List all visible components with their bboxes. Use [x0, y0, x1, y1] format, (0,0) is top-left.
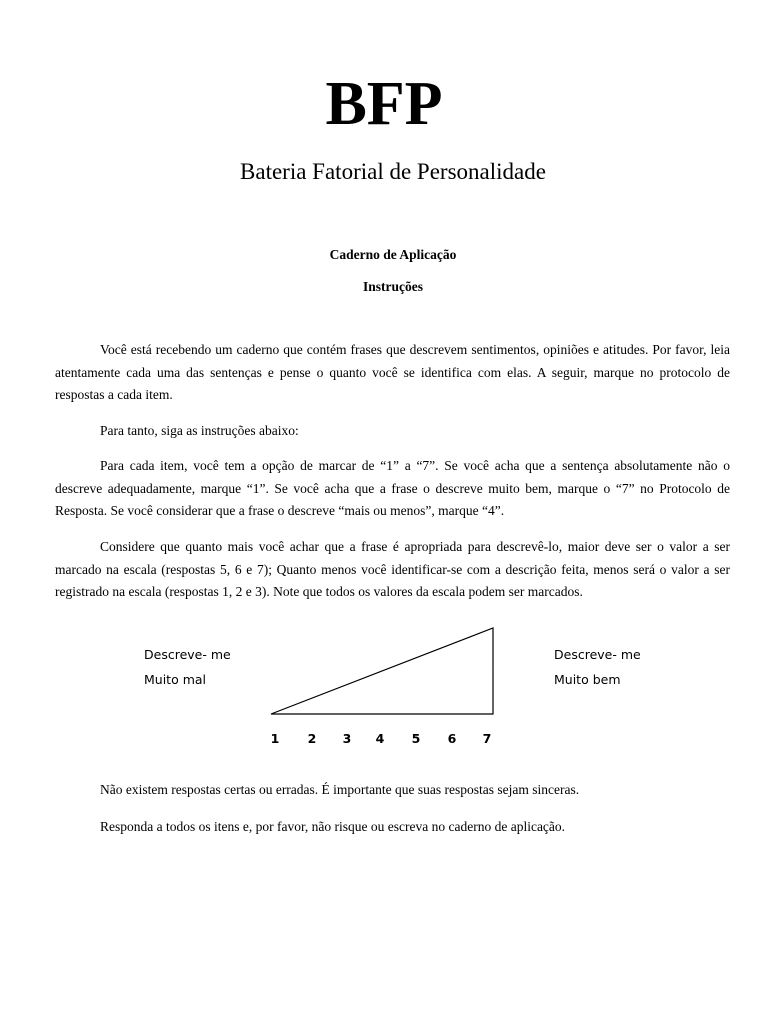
scale-right-label-line1: Descreve- me	[554, 647, 641, 662]
section-heading: Caderno de Aplicação	[329, 247, 457, 262]
scale-number: 1	[270, 731, 280, 746]
scale-number: 7	[482, 731, 492, 746]
scale-left-label-line2: Muito mal	[144, 672, 207, 687]
scale-number: 6	[447, 731, 457, 746]
scale-right-label-line2: Muito bem	[554, 672, 621, 687]
paragraph-no-right-answers: Não existem respostas certas ou erradas. É importante que suas respostas sejam sinceras.	[100, 782, 580, 797]
paragraph-scale-guidance: Considere que quanto mais você achar que a frase é apropriada para descrevê-lo, maior deve ser o valor a ser marcado na escala (respostas 5, 6 e 7); Quanto menos você identificar-se com a descrição feita, menos será o valor a ser registrado na escala (respostas 1, 2 e 3). Note que todos os valores da escala podem ser marcados.	[55, 539, 730, 599]
scale-number: 2	[307, 731, 317, 746]
scale-left-label-line1: Descreve- me	[144, 647, 231, 662]
paragraph-respond-all: Responda a todos os itens e, por favor, não risque ou escreva no caderno de aplicação.	[100, 819, 566, 834]
scale-number: 4	[375, 731, 385, 746]
paragraph-scale-explanation: Para cada item, você tem a opção de marcar de “1” a “7”. Se você acha que a sentença absolutamente não o descreve adequadamente, marque “1”. Se você acha que a frase o descreve muito bem, marque o “7” no Protocolo de Resposta. Se você considerar que a frase o descreve “mais ou menos”, marque “4”.	[55, 458, 730, 518]
document-subtitle: Bateria Fatorial de Personalidade	[240, 159, 546, 184]
scale-number: 3	[342, 731, 352, 746]
paragraph-follow-instructions: Para tanto, siga as instruções abaixo:	[100, 423, 299, 438]
document-title: BFP	[325, 70, 443, 138]
scale-number: 5	[411, 731, 421, 746]
instructions-heading: Instruções	[363, 279, 423, 294]
paragraph-intro: Você está recebendo um caderno que contém frases que descrevem sentimentos, opiniões e atitudes. Por favor, leia atentamente cada uma das sentenças e pense o quanto você se identifica com elas. A seguir, marque no protocolo de respostas a cada item.	[55, 342, 730, 402]
scale-triangle	[271, 628, 493, 714]
